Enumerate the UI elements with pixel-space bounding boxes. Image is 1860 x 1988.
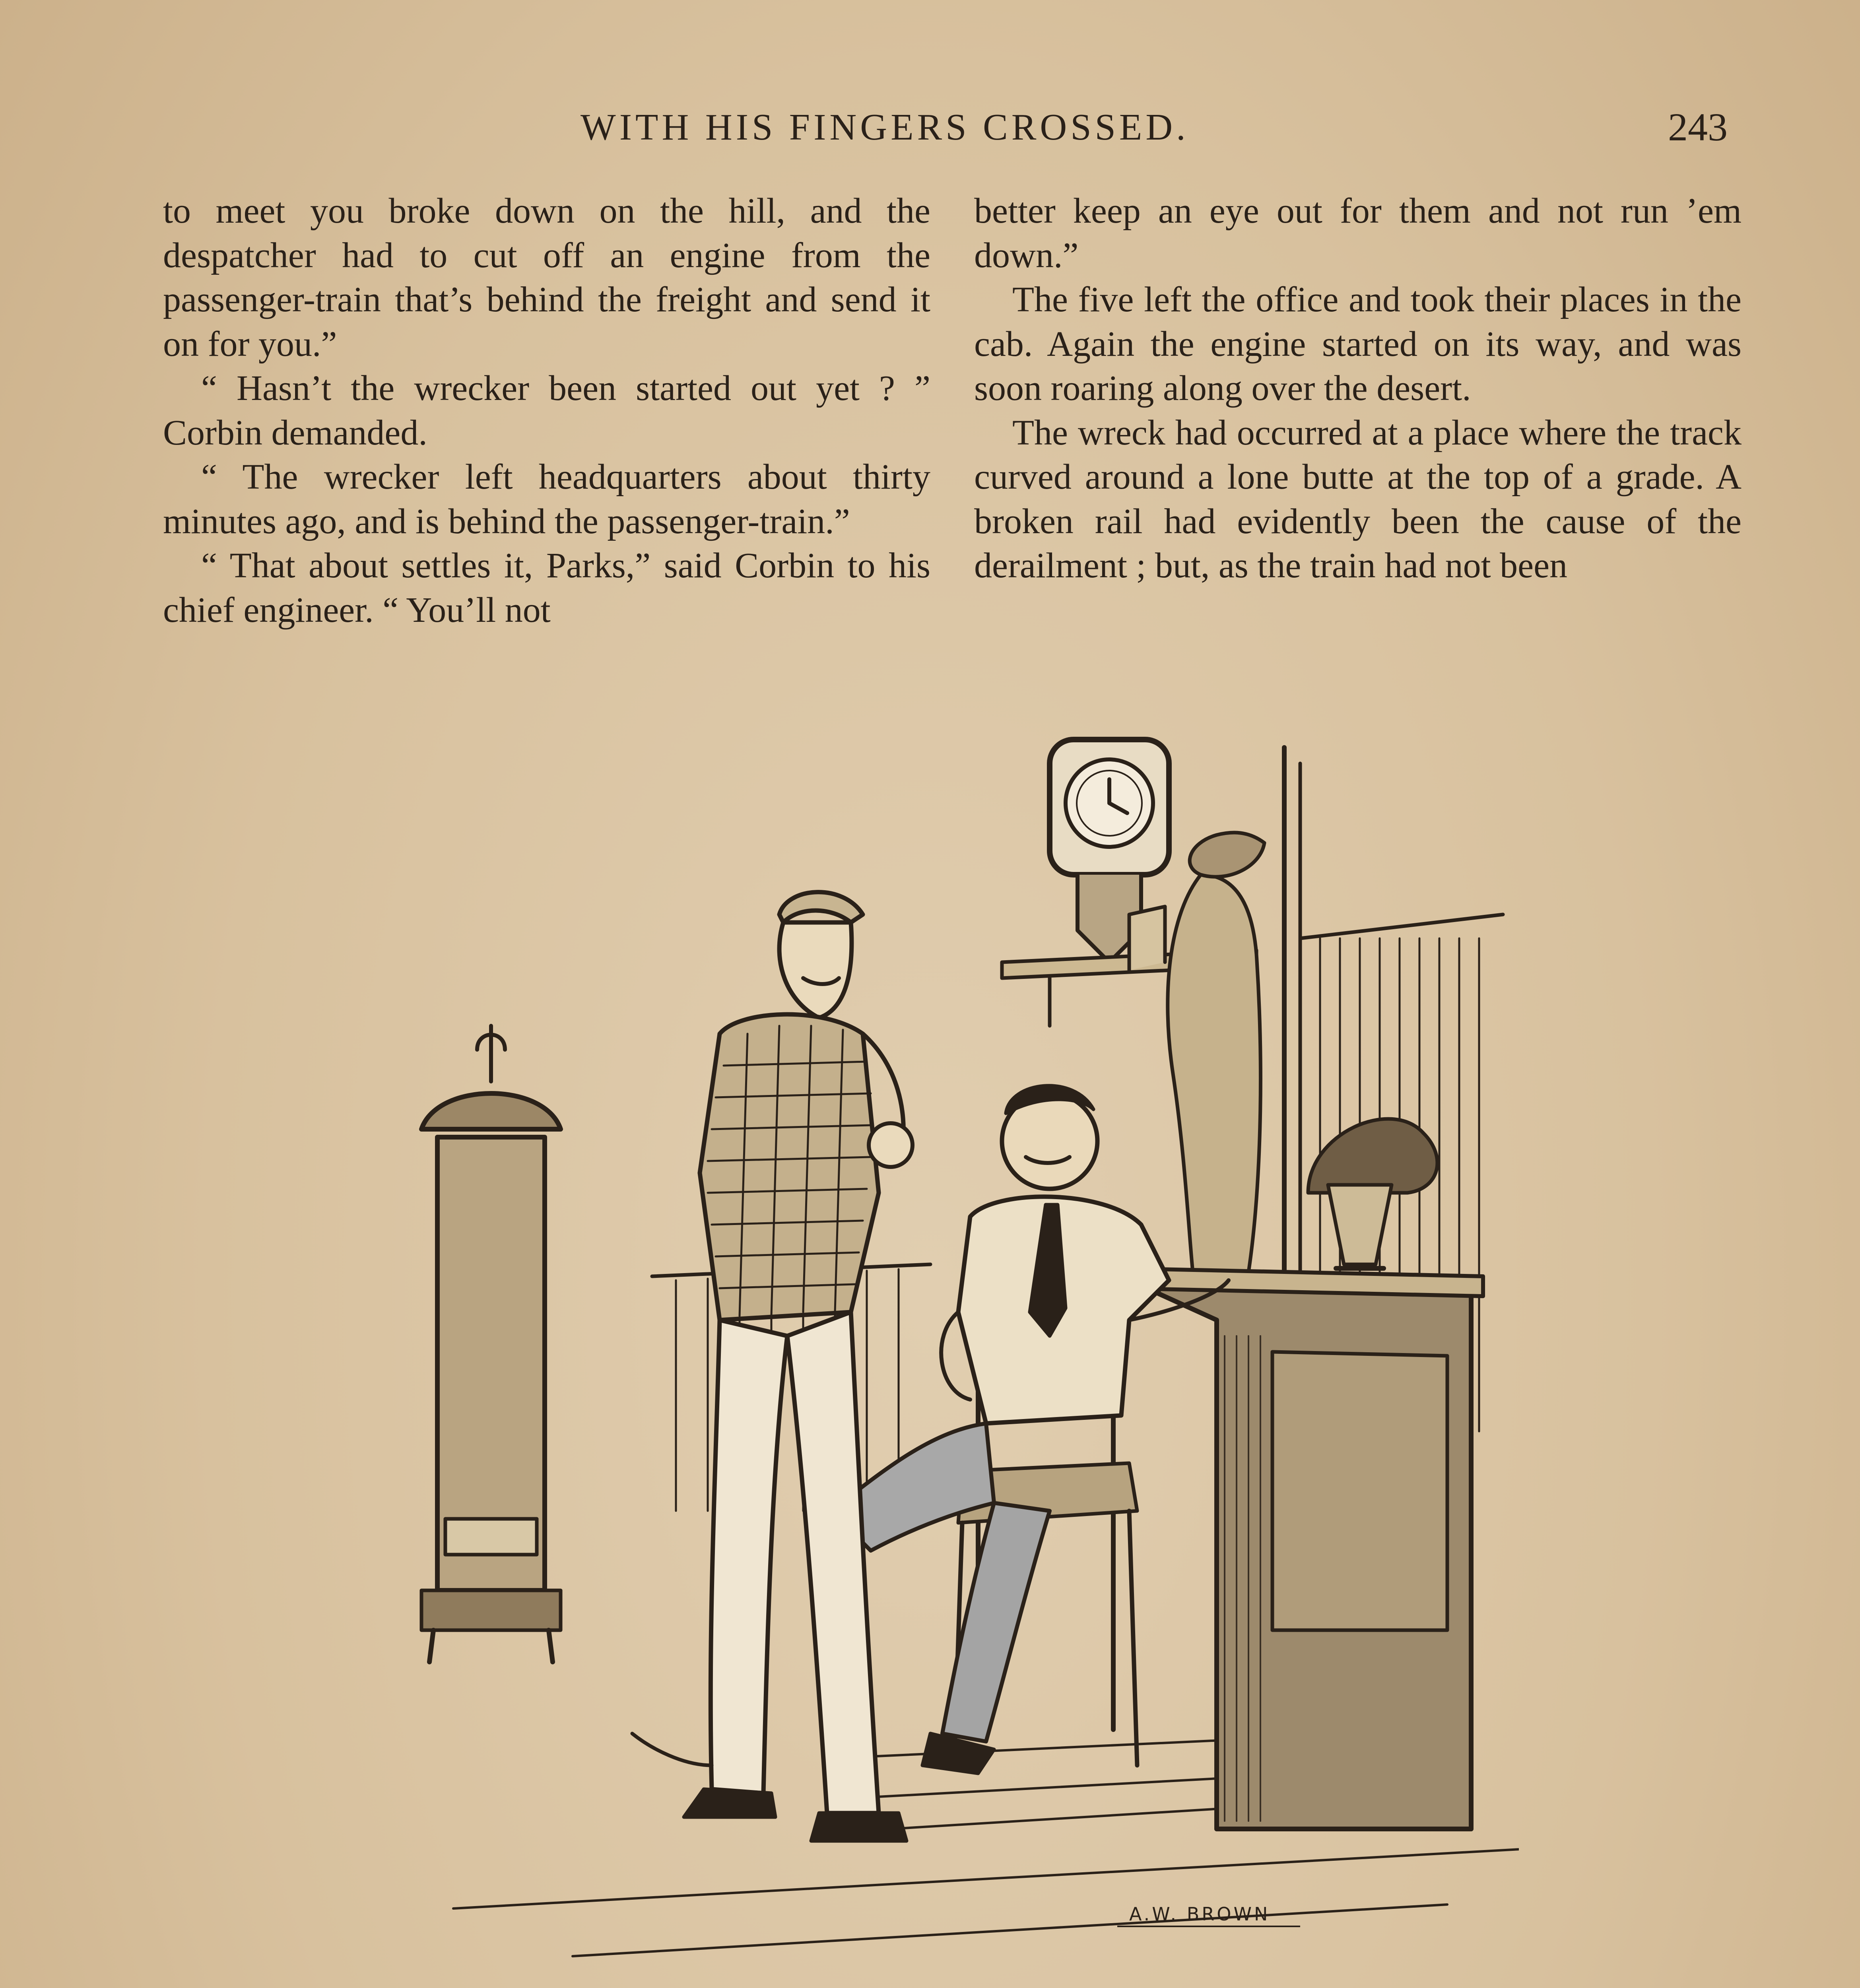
artist-signature: A.W. BROWN — [1129, 1903, 1270, 1925]
paragraph: “ That about settles it, Parks,” said Corbin to his chief engineer. “ You’ll not — [163, 546, 930, 630]
text-column-top-left — [163, 189, 930, 632]
paragraph: better keep an eye out for them and not run ’em down.” — [974, 191, 1742, 275]
paragraph: The five left the office and took their places in the cab. Again the engine started on its way, and was soon roaring along over the desert. — [974, 280, 1742, 408]
paragraph: to meet you broke down on the hill, and the despatcher had to cut off an engine from the passenger-train that’s behind the freight and send it on for you.” — [163, 191, 930, 364]
text-column-top-right — [974, 189, 1742, 588]
page-number: 243 — [1668, 105, 1728, 149]
paragraph: The wreck had occurred at a place where the track curved around a lone butte at the top of a grade. A broken rail had evidently been the cause of the derailment ; but, as the train had not been — [974, 413, 1742, 585]
illustration-drawing — [374, 716, 1519, 1988]
running-title: WITH HIS FINGERS CROSSED. — [581, 107, 1189, 148]
paragraph: “ The wrecker left headquarters about thirty minutes ago, and is behind the passenger-train.” — [163, 457, 930, 541]
paragraph: “ Hasn’t the wrecker been started out yet ? ” Corbin demanded. — [163, 369, 930, 452]
running-head — [0, 99, 1860, 155]
office-illustration — [374, 716, 1519, 1988]
